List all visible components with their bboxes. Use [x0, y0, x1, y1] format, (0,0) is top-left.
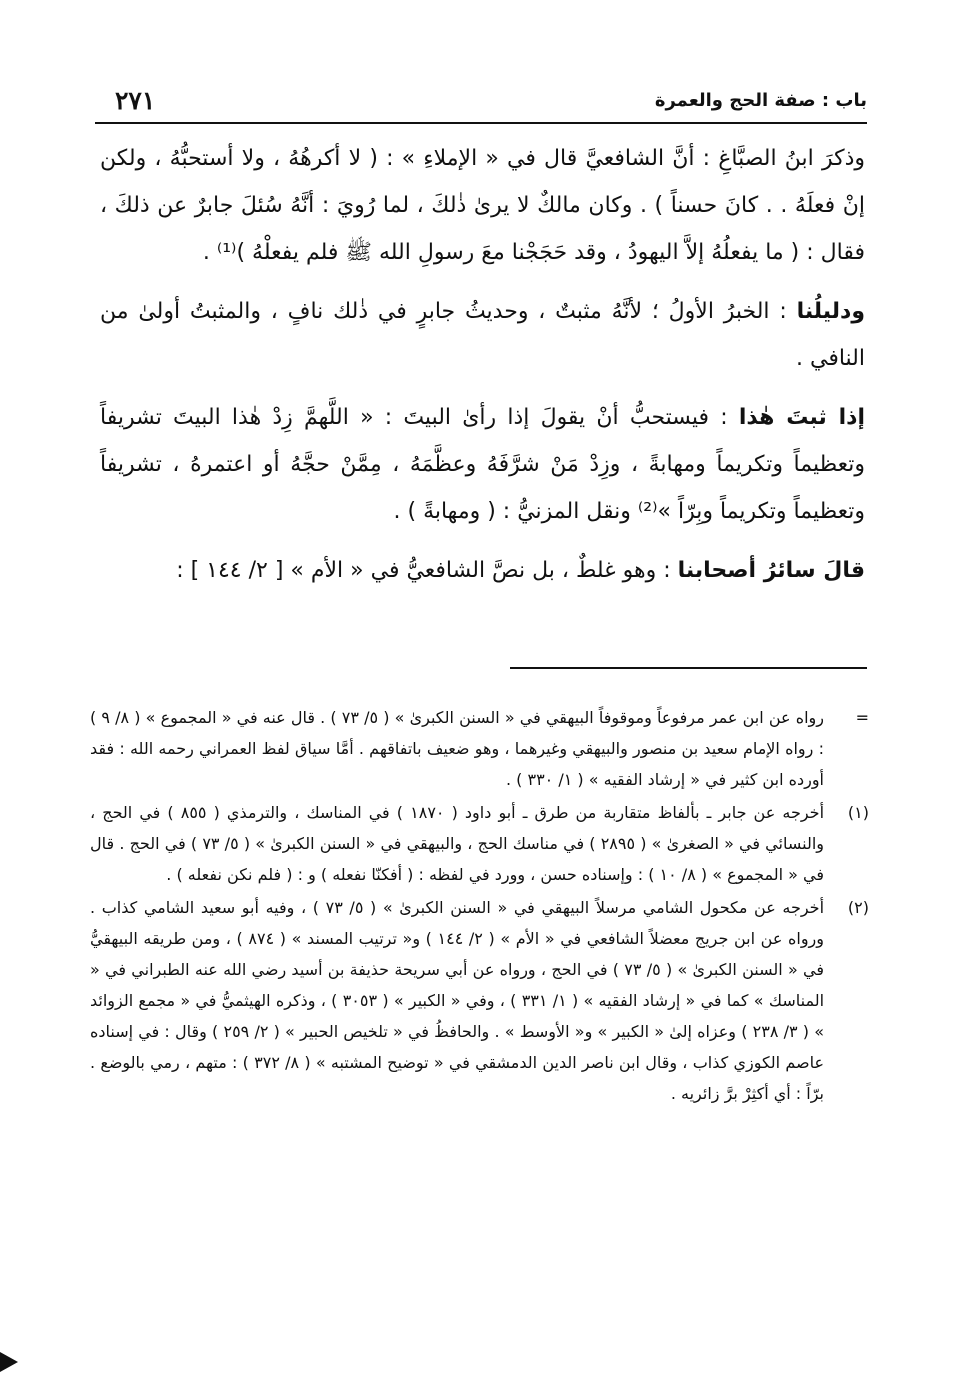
paragraph-text: : الخبرُ الأولُ ؛ لأنَّهُ مثبتٌ ، وحديثُ جابرٍ في ذٰلك نافٍ ، والمثبتُ أولىٰ من النافي .	[100, 299, 865, 371]
page-header	[95, 82, 867, 122]
footnote	[90, 797, 869, 890]
footnote-separator	[510, 667, 867, 669]
paragraph-text: : فيستحبُّ أنْ يقولَ إذا رأىٰ البيتَ : « اللَّهمَّ زِدْ هٰذا البيتَ تشريفاً وتعظيماً وتكريماً ومهابةً ، وزِدْ مَنْ شرَّفَهُ وعظَّمَهُ ، مِمَّنْ حجَّهُ أو اعتمرهُ ، تشريفاً وتعظيماً وتكريماً وبِرّاً »⁽²⁾ ونقل المزنيُّ : ( ومهابةً ) .	[100, 405, 865, 524]
paragraph	[100, 135, 865, 276]
header-rule	[95, 122, 867, 124]
corner-arrow-icon	[0, 1352, 18, 1372]
footnote	[90, 892, 869, 1109]
paragraph	[100, 547, 865, 594]
paragraph-lead: ودليلُنا	[796, 299, 865, 324]
footnote-marker: (٢)	[847, 898, 869, 917]
footnotes	[90, 702, 869, 1111]
paragraph-lead: إذا ثبتَ هٰذا	[738, 405, 865, 430]
paragraph-lead: قالَ سائرُ أصحابنا	[677, 558, 865, 583]
footnote-text: أخرجه عن جابر ـ بألفاظ متقاربة من طرق ـ أبو داود ( ١٨٧٠ ) في المناسك ، والترمذي ( ٨٥٥ ) في الحج ، والنسائي في « الصغرىٰ » ( ٢٨٩٥ ) في مناسك الحج ، والبيهقي في « السنن الكبرىٰ » ( ٥/ ٧٣ ) في الحج . قال في « المجموع » ( ٨/ ١٠ ) : وإسناده حسن ، وورد في لفظه : ( أفكنّا نفعله ) و : ( فلم نكن نفعله ) .	[90, 803, 825, 884]
paragraph-text: : وهو غلطٌ ، بل نصَّ الشافعيُّ في « الأم » [ ٢/ ١٤٤ ] :	[176, 558, 678, 583]
main-text	[100, 135, 865, 606]
footnote	[90, 702, 869, 795]
running-head: باب : صفة الحج والعمرة	[654, 90, 867, 111]
paragraph-text: وذكرَ ابنُ الصبَّاغِ : أنَّ الشافعيَّ قال في « الإملاءِ » : ( لا أكرهُهُ ، ولا أستحبُّهُ ، ولكن إنْ فعلَهُ . . كانَ حسناً ) . وكان مالكٌ لا يرىٰ ذٰلكَ ، لما رُويَ : أنَّهُ سُئلَ جابرٌ عن ذلكَ ، فقال : ( ما يفعلُهُ إلاَّ اليهودُ ، وقد حَجَجْنا معَ رسولِ الله ﷺ فلم يفعلْهُ )⁽¹⁾ .	[100, 146, 865, 265]
footnote-text: أخرجه عن مكحول الشامي مرسلاً البيهقي في « السنن الكبرىٰ » ( ٥/ ٧٣ ) ، وفيه أبو سعيد الشامي كذاب . ورواه عن ابن جريج معضلاً الشافعي في « الأم » ( ٢/ ١٤٤ ) و« ترتيب المسند » ( ٨٧٤ ) ، ومن طريقه البيهقيُّ في « السنن الكبرىٰ » ( ٥/ ٧٣ ) في الحج ، ورواه عن أبي سريحة حذيفة بن أسيد رضي الله عنه الطبراني في « المناسك » كما في « إرشاد الفقيه » ( ١/ ٣٣١ ) ، وفي « الكبير » ( ٣٠٥٣ ) ، وذكره الهيثميُّ في « مجمع الزوائد » ( ٣/ ٢٣٨ ) وعزاه إلىٰ « الكبير » و« الأوسط » . والحافظُ في « تلخيص الحبير » ( ٢/ ٢٥٩ ) وقال : في إسناده عاصم الكوزي كذاب ، وقال ابن ناصر الدين الدمشقي في « توضيح المشتبه » ( ٨/ ٣٧٢ ) : متهم ، رمي بالوضع . برّاً : أي أكثِرْ برَّ زائريه .	[90, 898, 825, 1103]
footnote-marker: =	[855, 708, 869, 727]
paragraph	[100, 288, 865, 382]
footnote-marker: (١)	[847, 803, 869, 822]
paragraph	[100, 394, 865, 535]
page-number: ٢٧١	[115, 86, 156, 115]
footnote-text: رواه عن ابن عمر مرفوعاً وموقوفاً البيهقي في « السنن الكبرىٰ » ( ٥/ ٧٣ ) . قال عنه في « المجموع » ( ٨/ ٩ ) : رواه الإمام سعيد بن منصور والبيهقي وغيرهما ، وهو ضعيف باتفاقهم . أمَّا سياق لفظ العمراني رحمه الله : فقد أورده ابن كثير في « إرشاد الفقيه » ( ١/ ٣٣٠ ) .	[90, 708, 824, 789]
